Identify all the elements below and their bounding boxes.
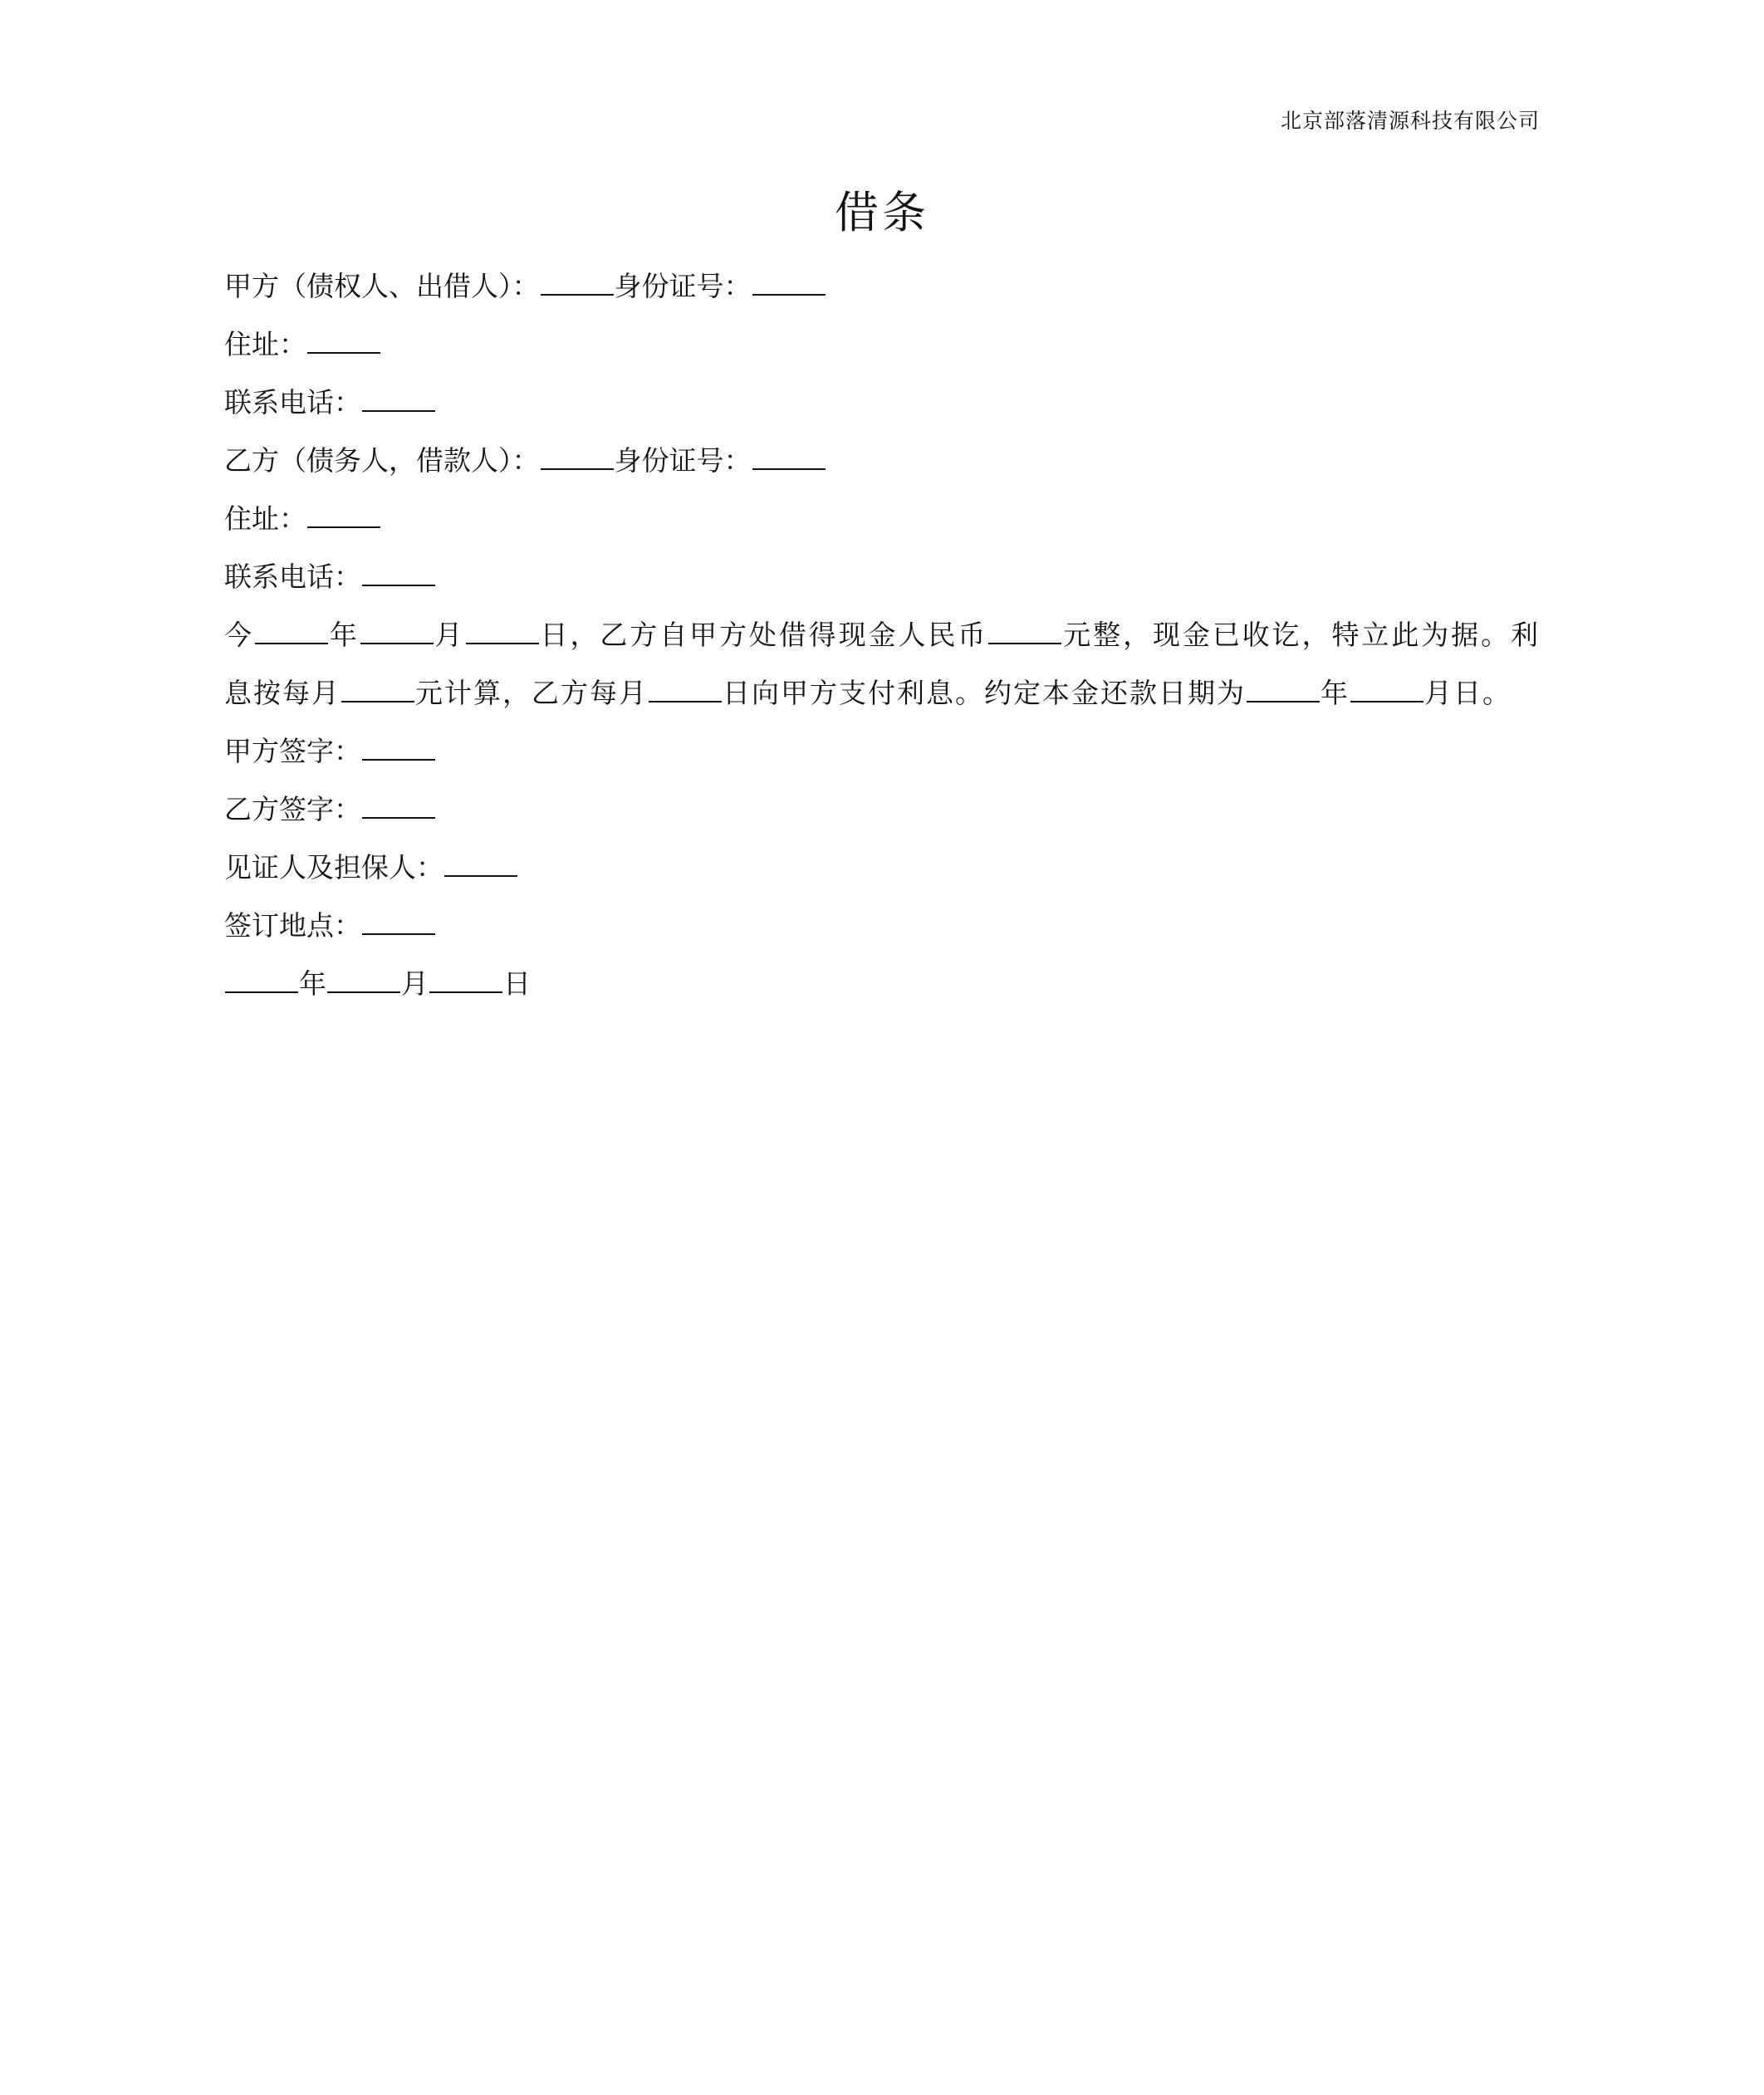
sign-day-label: 日	[503, 967, 531, 1000]
monthly-interest-blank[interactable]	[341, 676, 414, 702]
document-body	[224, 257, 1540, 1013]
party-a-label: 甲方（债权人、出借人）：	[224, 270, 540, 302]
loan-terms-paragraph	[224, 606, 1540, 722]
loan-text-1: 今	[224, 619, 254, 651]
party-b-sign-label: 乙方签字：	[224, 793, 361, 825]
party-a-sign-line	[224, 722, 1540, 781]
party-a-phone-blank[interactable]	[362, 385, 435, 412]
loan-text-4: 日，乙方自甲方处借得现金人民币	[539, 619, 988, 651]
party-a-id-label: 身份证号：	[614, 270, 752, 302]
party-b-id-blank[interactable]	[752, 443, 826, 470]
loan-text-5: 元整，现金已收讫，特立此为据。利息按每月	[224, 619, 1541, 709]
place-line	[224, 897, 1540, 955]
party-b-address-blank[interactable]	[307, 502, 380, 528]
witness-label: 见证人及担保人：	[224, 851, 443, 884]
party-a-address-blank[interactable]	[307, 327, 380, 354]
party-a-address-line	[224, 316, 1540, 374]
party-b-address-label: 住址：	[224, 502, 306, 535]
party-b-phone-label: 联系电话：	[224, 560, 361, 593]
party-b-line	[224, 432, 1540, 490]
witness-blank[interactable]	[444, 850, 517, 877]
sign-month-blank[interactable]	[327, 967, 400, 993]
repay-month-blank[interactable]	[1350, 676, 1423, 702]
party-a-sign-label: 甲方签字：	[224, 735, 361, 767]
document-title: 借条	[835, 188, 929, 238]
place-label: 签订地点：	[224, 909, 361, 942]
loan-text-9: 月日。	[1424, 677, 1512, 709]
loan-day-blank[interactable]	[466, 618, 539, 644]
party-a-phone-line	[224, 374, 1540, 432]
repay-year-blank[interactable]	[1247, 676, 1320, 702]
party-a-name-blank[interactable]	[541, 269, 614, 296]
party-b-sign-line	[224, 781, 1540, 839]
witness-line	[224, 839, 1540, 897]
sign-year-blank[interactable]	[225, 967, 298, 993]
loan-text-3: 月	[434, 619, 465, 651]
party-b-phone-blank[interactable]	[362, 560, 435, 586]
sign-day-blank[interactable]	[429, 967, 502, 993]
party-b-label: 乙方（债务人，借款人）：	[224, 444, 540, 477]
party-b-phone-line	[224, 548, 1540, 606]
loan-text-6: 元计算，乙方每月	[415, 677, 648, 709]
party-b-sign-blank[interactable]	[362, 792, 435, 819]
interest-day-blank[interactable]	[649, 676, 722, 702]
sign-month-label: 月	[401, 967, 429, 1000]
party-b-id-label: 身份证号：	[614, 444, 752, 477]
party-a-id-blank[interactable]	[752, 269, 826, 296]
loan-text-8: 年	[1321, 677, 1350, 709]
party-a-sign-blank[interactable]	[362, 734, 435, 761]
party-b-address-line	[224, 490, 1540, 548]
loan-month-blank[interactable]	[360, 618, 434, 644]
place-blank[interactable]	[362, 908, 435, 935]
party-a-phone-label: 联系电话：	[224, 386, 361, 419]
loan-text-2: 年	[328, 619, 360, 651]
company-header: 北京部落清源科技有限公司	[1280, 109, 1540, 133]
loan-year-blank[interactable]	[255, 618, 328, 644]
party-a-address-label: 住址：	[224, 328, 306, 360]
sign-year-label: 年	[299, 967, 326, 1000]
party-a-line	[224, 257, 1540, 316]
loan-text-7: 日向甲方支付利息。约定本金还款日期为	[723, 677, 1246, 709]
party-b-name-blank[interactable]	[541, 443, 614, 470]
loan-amount-blank[interactable]	[988, 618, 1061, 644]
sign-date-line	[224, 955, 1540, 1013]
